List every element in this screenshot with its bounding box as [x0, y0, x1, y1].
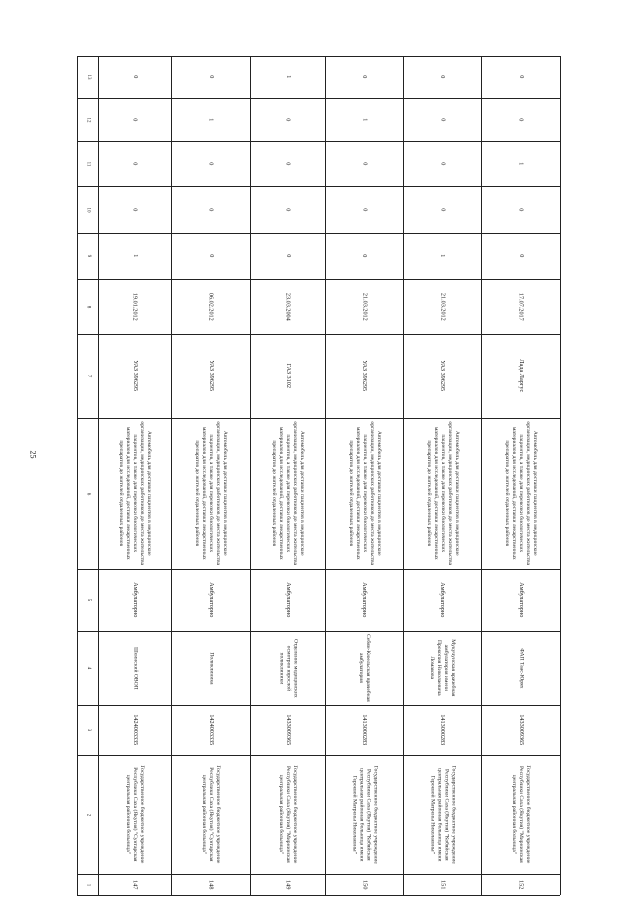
registration-date-cell	[481, 279, 560, 334]
inn: 1424003335	[131, 714, 139, 746]
inn: 1424003335	[207, 714, 215, 746]
registration-date: 19.01.2012	[131, 292, 139, 321]
inn-cell	[325, 705, 403, 755]
inn-cell	[481, 705, 560, 755]
care-type: Амбулаторно	[517, 582, 525, 618]
vehicle-model-cell	[481, 334, 560, 418]
count-col-12: 1	[360, 117, 368, 122]
registration-date-cell	[403, 279, 481, 334]
table-column-divider	[77, 895, 560, 896]
registration-date: 23.03.2004	[284, 292, 292, 321]
column-number: 3	[85, 728, 91, 732]
count-col-13-cell	[325, 56, 403, 98]
vehicle-purpose-cell	[250, 418, 325, 569]
count-col-12: 0	[131, 117, 139, 122]
column-number: 11	[85, 161, 91, 166]
count-col-12-cell	[171, 98, 250, 141]
count-col-9: 0	[360, 254, 368, 258]
table-row-divider	[560, 56, 561, 895]
count-col-9: 1	[131, 254, 139, 258]
count-col-9-cell	[98, 233, 171, 279]
registration-date: 17.07.2017	[517, 292, 525, 321]
structural-unit: Отделение медицинских осмотров взрослой поликлиники	[278, 638, 298, 698]
care-type: Амбулаторно	[131, 582, 139, 618]
count-col-12-cell	[250, 98, 325, 141]
count-col-10: 0	[360, 207, 368, 212]
row-number-cell	[171, 874, 250, 895]
column-number-cell	[77, 98, 98, 141]
count-col-9: 0	[207, 254, 215, 258]
vehicle-model: УАЗ 396295	[360, 360, 368, 392]
row-number: 150	[360, 879, 368, 890]
count-col-10: 0	[438, 207, 446, 212]
care-type-cell	[481, 569, 560, 631]
count-col-11-cell	[403, 141, 481, 186]
institution-name: Государственное бюджетное учреждение Республики Саха (Якутия) "Мирнинская центральная районная больница"	[278, 765, 298, 864]
column-number-cell	[77, 233, 98, 279]
count-col-13: 0	[131, 75, 139, 79]
column-number-cell	[77, 418, 98, 569]
registration-date-cell	[171, 279, 250, 334]
column-number-cell	[77, 755, 98, 874]
row-number-cell	[481, 874, 560, 895]
vehicle-purpose: Автомобиль для доставки пациентов в медицинские организации, медицинских работников до места жительства пациентов, а также для перевозки биологических материалов для исследований, доставки лекарственных препаратов до жителей отдаленных районов	[425, 421, 460, 566]
vehicle-purpose: Автомобиль для доставки пациентов в медицинские организации, медицинских работников до места жительства пациентов, а также для перевозки биологических материалов для исследований, доставки лекарственных препаратов до жителей отдаленных районов	[271, 421, 305, 566]
structural-unit-cell	[250, 631, 325, 705]
vehicle-purpose: Автомобиль для доставки пациентов в медицинские организации, медицинских работников до места жительства пациентов, а также для перевозки биологических материалов для исследований, доставки лекарственных препаратов до жителей отдаленных районов	[118, 421, 152, 566]
column-number: 5	[85, 598, 91, 602]
registration-date-cell	[325, 279, 403, 334]
count-col-12: 1	[207, 117, 215, 122]
count-col-12-cell	[98, 98, 171, 141]
column-number: 8	[85, 305, 91, 308]
care-type: Амбулаторно	[207, 582, 215, 618]
structural-unit: Себян-Кюельская врачебная амбулатория	[358, 634, 371, 702]
registration-date: 21.03.2012	[360, 292, 368, 321]
structural-unit: ФАП Таас-Юрях	[517, 647, 524, 689]
count-col-13-cell	[403, 56, 481, 98]
count-col-11-cell	[481, 141, 560, 186]
inn-cell	[250, 705, 325, 755]
count-col-11-cell	[325, 141, 403, 186]
count-col-11: 1	[517, 161, 525, 166]
column-number-cell	[77, 141, 98, 186]
column-number-cell	[77, 874, 98, 895]
institution-name: Государственное бюджетное учреждение Республики Саха (Якутия) "Кобяйская центральная районная больница имени Героевой Матрены Николаевны"	[351, 765, 378, 864]
count-col-11: 0	[207, 161, 215, 166]
column-number: 6	[85, 492, 91, 495]
count-col-12-cell	[325, 98, 403, 141]
vehicle-model: Лада Ларгус	[517, 359, 525, 393]
registration-date-cell	[250, 279, 325, 334]
vehicle-purpose-cell	[171, 418, 250, 569]
count-col-10: 0	[517, 207, 525, 212]
count-col-12: 0	[284, 117, 292, 122]
column-number-cell	[77, 186, 98, 233]
registration-date: 21.03.2012	[438, 292, 446, 321]
vehicle-purpose-cell	[325, 418, 403, 569]
row-number: 152	[517, 879, 525, 890]
row-number: 149	[284, 879, 292, 890]
column-number: 12	[85, 117, 91, 122]
vehicle-model-cell	[98, 334, 171, 418]
row-number: 148	[207, 879, 215, 890]
vehicle-model-cell	[250, 334, 325, 418]
count-col-13: 0	[517, 75, 525, 79]
column-number: 7	[85, 374, 91, 378]
vehicle-purpose-cell	[481, 418, 560, 569]
institution-name-cell	[481, 755, 560, 874]
count-col-9-cell	[403, 233, 481, 279]
registration-date: 06.02.2012	[207, 292, 215, 321]
count-col-13-cell	[250, 56, 325, 98]
count-col-12: 0	[438, 117, 446, 122]
column-number: 10	[85, 207, 91, 212]
count-col-12-cell	[403, 98, 481, 141]
count-col-13: 0	[438, 75, 446, 79]
column-number-cell	[77, 279, 98, 334]
column-number: 4	[85, 666, 91, 670]
count-col-9-cell	[250, 233, 325, 279]
inn: 1433009365	[284, 714, 292, 746]
institution-name-cell	[171, 755, 250, 874]
column-number-cell	[77, 569, 98, 631]
count-col-9-cell	[171, 233, 250, 279]
registration-date-cell	[98, 279, 171, 334]
vehicle-purpose-cell	[98, 418, 171, 569]
count-col-13-cell	[98, 56, 171, 98]
count-col-11: 0	[131, 161, 139, 166]
structural-unit-cell	[98, 631, 171, 705]
count-col-10-cell	[171, 186, 250, 233]
vehicle-model-cell	[171, 334, 250, 418]
vehicle-model-cell	[403, 334, 481, 418]
vehicle-purpose: Автомобиль для доставки пациентов в медицинские организации, медицинских работников до места жительства пациентов, а также для перевозки биологических материалов для исследований, доставки лекарственных препаратов до жителей отдаленных районов	[347, 421, 382, 566]
vehicle-purpose: Автомобиль для доставки пациентов в медицинские организации, медицинских работников до места жительства пациентов, а также для перевозки биологических материалов для исследований, доставки лекарственных препаратов до жителей отдаленных районов	[194, 421, 228, 566]
row-number: 147	[131, 879, 139, 890]
institution-name: Государственное бюджетное учреждение Республики Саха (Якутия) "Сунтарская центральная районная больница"	[201, 765, 221, 864]
structural-unit: Мукучунская врачебная амбулатория имени Прокопия Николаевича Ломакова	[429, 639, 456, 697]
row-number-cell	[325, 874, 403, 895]
care-type: Амбулаторно	[360, 582, 368, 618]
count-col-11: 0	[438, 161, 446, 166]
vehicle-model: УАЗ 396295	[131, 360, 139, 392]
count-col-11-cell	[250, 141, 325, 186]
count-col-10-cell	[325, 186, 403, 233]
structural-unit: Поликлиника	[207, 651, 214, 685]
institution-name: Государственное бюджетное учреждение Республики Саха (Якутия) "Кобяйская центральная районная больница имени Героевой Матрены Николаевны"	[429, 765, 456, 864]
inn: 1413000283	[438, 714, 446, 746]
vehicle-model: УАЗ 396295	[207, 360, 215, 392]
institution-name-cell	[403, 755, 481, 874]
care-type-cell	[98, 569, 171, 631]
count-col-10-cell	[403, 186, 481, 233]
inn-cell	[98, 705, 171, 755]
count-col-13: 0	[207, 75, 215, 79]
row-number-cell	[403, 874, 481, 895]
count-col-12-cell	[481, 98, 560, 141]
institution-name: Государственное бюджетное учреждение Республики Саха (Якутия) "Сунтарская центральная районная больница"	[125, 765, 145, 864]
column-number-cell	[77, 334, 98, 418]
care-type: Амбулаторно	[284, 582, 292, 618]
row-number-cell	[98, 874, 171, 895]
count-col-11: 0	[360, 161, 368, 166]
count-col-10: 0	[284, 207, 292, 212]
count-col-13-cell	[171, 56, 250, 98]
count-col-11-cell	[171, 141, 250, 186]
vehicle-model: УАЗ 396295	[438, 360, 446, 392]
vehicle-model: ГАЗ 3102	[284, 363, 292, 389]
vehicle-model-cell	[325, 334, 403, 418]
column-number-cell	[77, 631, 98, 705]
count-col-9: 0	[517, 254, 525, 258]
institution-name: Государственное бюджетное учреждение Республики Саха (Якутия) "Мирнинская центральная районная больница"	[511, 765, 531, 864]
count-col-9-cell	[481, 233, 560, 279]
count-col-9: 0	[284, 254, 292, 258]
count-col-13: 1	[284, 75, 292, 79]
count-col-13-cell	[481, 56, 560, 98]
count-col-10: 0	[207, 207, 215, 212]
column-number: 9	[85, 254, 91, 258]
count-col-10-cell	[98, 186, 171, 233]
count-col-9-cell	[325, 233, 403, 279]
count-col-11-cell	[98, 141, 171, 186]
column-number: 1	[85, 883, 91, 886]
care-type-cell	[403, 569, 481, 631]
column-number: 13	[85, 74, 91, 80]
column-number-cell	[77, 56, 98, 98]
structural-unit-cell	[171, 631, 250, 705]
care-type-cell	[250, 569, 325, 631]
count-col-10-cell	[481, 186, 560, 233]
column-number-cell	[77, 705, 98, 755]
institution-name-cell	[250, 755, 325, 874]
structural-unit-cell	[481, 631, 560, 705]
count-col-13: 0	[360, 75, 368, 79]
vehicle-purpose: Автомобиль для доставки пациентов в медицинские организации, медицинских работников до места жительства пациентов, а также для перевозки биологических материалов для исследований, доставки лекарственных препаратов до жителей отдаленных районов	[504, 421, 538, 566]
count-col-10: 0	[131, 207, 139, 212]
row-number-cell	[250, 874, 325, 895]
care-type-cell	[325, 569, 403, 631]
page-number: 25	[28, 450, 38, 459]
count-col-12: 0	[517, 117, 525, 122]
inn: 1413000283	[360, 714, 368, 746]
inn: 1433009365	[517, 714, 525, 746]
care-type: Амбулаторно	[438, 582, 446, 618]
institution-name-cell	[325, 755, 403, 874]
vehicle-purpose-cell	[403, 418, 481, 569]
count-col-9: 1	[438, 254, 446, 258]
structural-unit-cell	[403, 631, 481, 705]
structural-unit: Шеинский ОВОП	[131, 646, 138, 690]
column-number: 2	[85, 813, 91, 816]
institution-name-cell	[98, 755, 171, 874]
row-number: 151	[438, 879, 446, 890]
structural-unit-cell	[325, 631, 403, 705]
count-col-10-cell	[250, 186, 325, 233]
care-type-cell	[171, 569, 250, 631]
count-col-11: 0	[284, 161, 292, 166]
inn-cell	[403, 705, 481, 755]
inn-cell	[171, 705, 250, 755]
